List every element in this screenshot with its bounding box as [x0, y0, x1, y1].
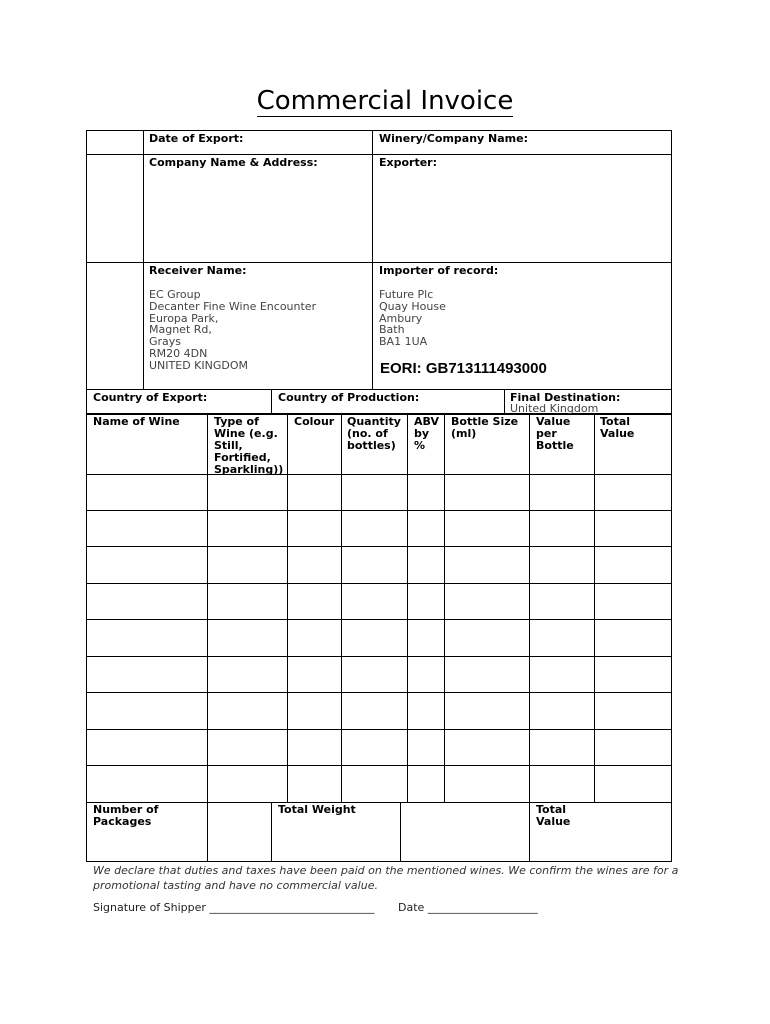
eori-number: EORI: GB713111493000	[380, 360, 547, 377]
table-row	[86, 619, 672, 620]
column-header-colour: Colour	[294, 415, 335, 428]
table-row	[86, 765, 672, 766]
receiver-name-label: Receiver Name:	[149, 264, 247, 277]
receiver-address: EC Group Decanter Fine Wine Encounter Europa Park, Magnet Rd, Grays RM20 4DN UNITED KINGDOM	[149, 288, 317, 372]
document-title: Commercial Invoice	[256, 86, 514, 116]
column-header-abv: ABV by %	[414, 415, 439, 452]
column-header-value-per-bottle: Value per Bottle	[536, 415, 574, 452]
table-row	[86, 729, 672, 730]
column-header-quantity: Quantity (no. of bottles)	[347, 415, 401, 452]
table-row	[86, 510, 672, 511]
table-row	[86, 546, 672, 547]
importer-address: Future Plc Quay House Ambury Bath BA1 1UA	[379, 288, 446, 349]
importer-of-record-label: Importer of record:	[379, 264, 499, 277]
table-row	[86, 583, 672, 584]
country-of-production-label: Country of Production:	[278, 391, 420, 404]
wine-table	[86, 414, 672, 803]
column-header-type-of-wine: Type of Wine (e.g. Still, Fortified, Sparkling))	[214, 415, 284, 476]
exporter-label: Exporter:	[379, 156, 438, 169]
number-of-packages-label: Number of Packages	[93, 803, 159, 828]
date-line[interactable]: Date ____________________	[398, 901, 538, 914]
column-header-bottle-size: Bottle Size (ml)	[451, 415, 519, 440]
winery-company-label: Winery/Company Name:	[379, 132, 528, 145]
table-row	[86, 474, 672, 475]
total-weight-label: Total Weight	[278, 803, 356, 816]
declaration-text: We declare that duties and taxes have been paid on the mentioned wines. We confirm the wines are for a promotional tasting and have no commercial value.	[93, 864, 679, 892]
date-of-export-label: Date of Export:	[149, 132, 244, 145]
signature-of-shipper-line[interactable]: Signature of Shipper ______________________________	[93, 901, 375, 914]
table-row	[86, 656, 672, 657]
column-header-total-value: Total Value	[600, 415, 635, 440]
final-destination-label: Final Destination:	[510, 391, 621, 404]
column-header-name-of-wine: Name of Wine	[93, 415, 180, 428]
final-destination-value: United Kingdom	[510, 402, 599, 415]
total-value-label: Total Value	[536, 803, 571, 828]
country-of-export-label: Country of Export:	[93, 391, 208, 404]
totals-row	[86, 802, 672, 862]
table-row	[86, 692, 672, 693]
company-address-label: Company Name & Address:	[149, 156, 318, 169]
